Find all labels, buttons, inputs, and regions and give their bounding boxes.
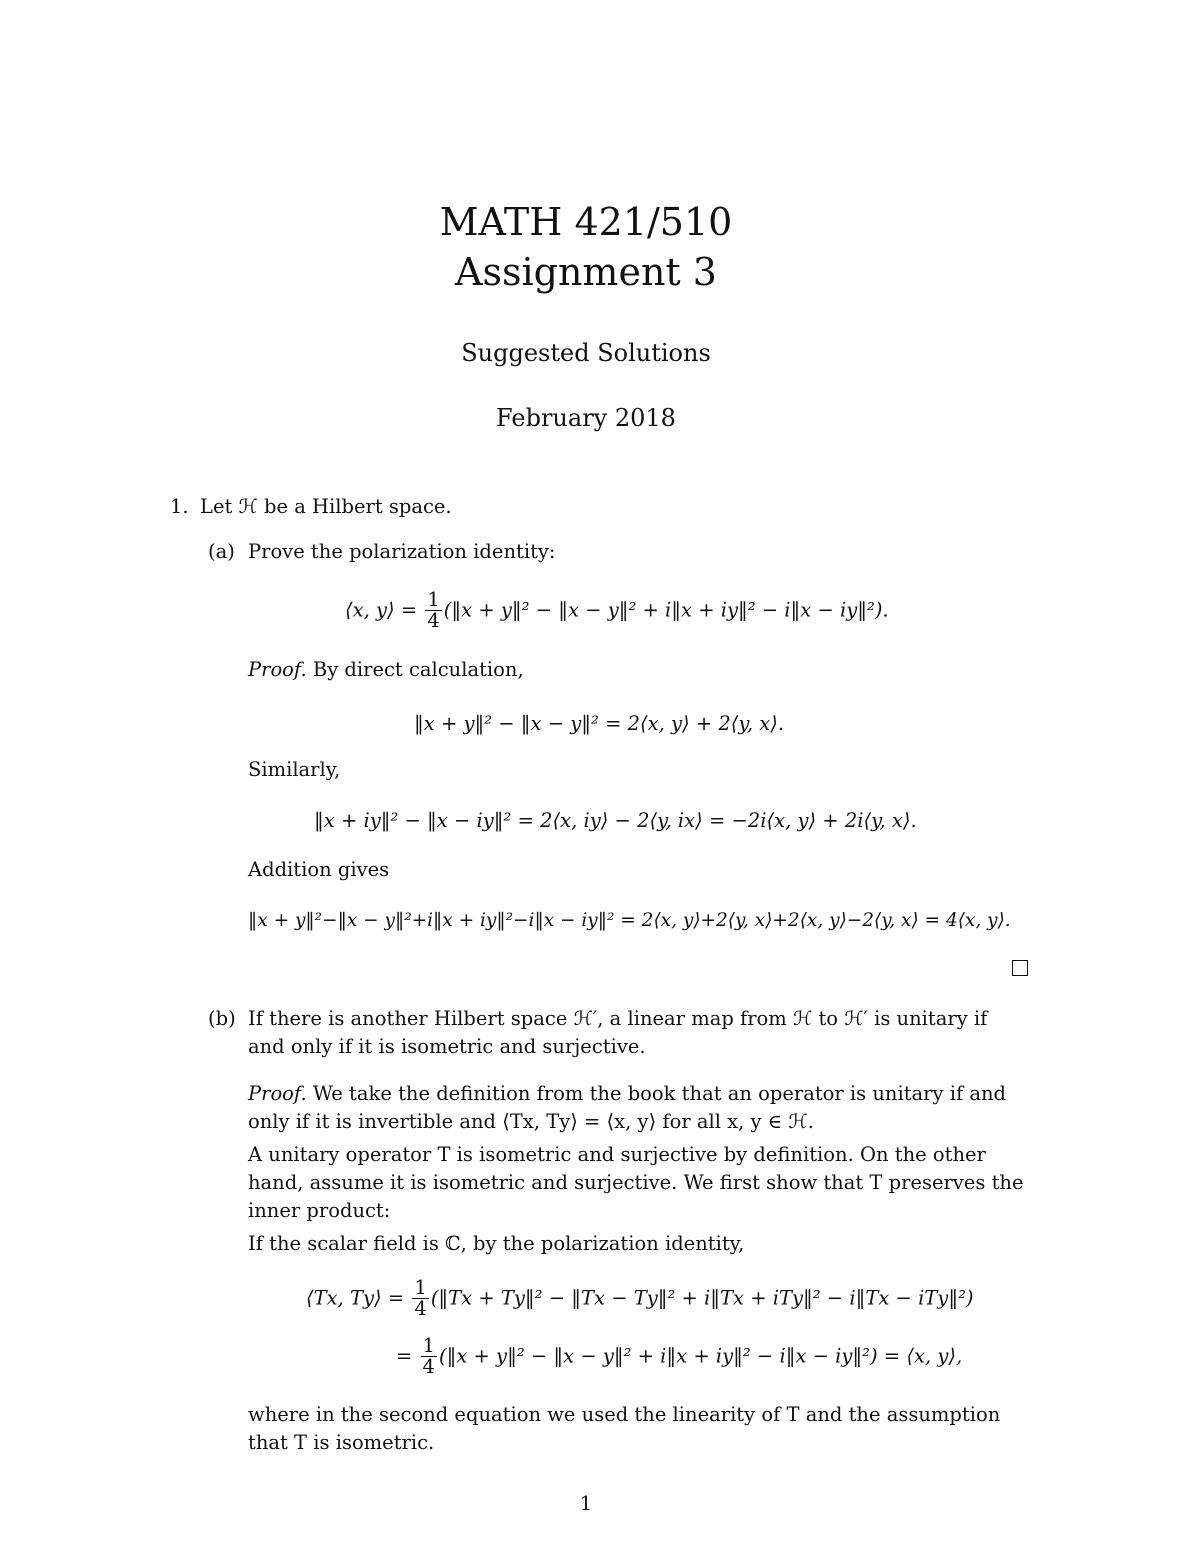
similarly-text: Similarly, xyxy=(248,758,341,781)
part-b-label: (b) xyxy=(208,1007,236,1030)
equation-4: ⟨Tx, Ty⟩ = $\frac{1}{4}$ (‖Tx + Ty‖² − ‖Tx − Ty‖² + i‖Tx + iTy‖² − i‖Tx − iTy‖²) xyxy=(306,1276,974,1321)
part-a-text: Prove the polarization identity: xyxy=(248,540,556,563)
course-title: MATH 421/510 xyxy=(439,200,733,244)
equation-3: ‖x + y‖²−‖x − y‖²+i‖x + iy‖²−i‖x − iy‖² = 2⟨x, y⟩+2⟨y, x⟩+2⟨x, y⟩−2⟨y, x⟩ = 4⟨x, y⟩. xyxy=(248,910,1011,931)
proof-label: Proof. xyxy=(248,1082,307,1105)
part-b-text-1: If there is another Hilbert space ℋ′, a linear map from ℋ to ℋ′ is unitary if xyxy=(248,1007,988,1030)
fraction-quarter: $\frac{1}{4}$ xyxy=(422,1334,435,1379)
subtitle: Suggested Solutions xyxy=(461,339,711,367)
proof-b-line-3: A unitary operator T is isometric and surjective by definition. On the other xyxy=(248,1143,986,1166)
date: February 2018 xyxy=(496,404,676,432)
proof-b-line-5: inner product: xyxy=(248,1199,391,1222)
proof-b-line-7: where in the second equation we used the linearity of T and the assumption xyxy=(248,1403,1001,1426)
proof-b-line-1 xyxy=(248,1083,1006,1105)
equation-2: ‖x + iy‖² − ‖x − iy‖² = 2⟨x, iy⟩ − 2⟨y, ix⟩ = −2i⟨x, y⟩ + 2i⟨y, x⟩. xyxy=(314,809,917,832)
fraction-quarter: $\frac{1}{4}$ xyxy=(427,588,440,633)
part-b-text-2: and only if it is isometric and surjective. xyxy=(248,1035,646,1058)
addition-text: Addition gives xyxy=(248,858,390,881)
assignment-title: Assignment 3 xyxy=(455,250,717,294)
fraction-quarter: $\frac{1}{4}$ xyxy=(414,1276,427,1321)
proof-label: Proof. xyxy=(248,658,307,681)
qed-square-icon xyxy=(1012,960,1028,976)
equation-5: = $\frac{1}{4}$ (‖x + y‖² − ‖x − y‖² + i‖x + iy‖² − i‖x − iy‖²) = ⟨x, y⟩, xyxy=(396,1334,963,1379)
page-number: 1 xyxy=(579,1492,593,1515)
proof-b-line-2: only if it is invertible and ⟨Tx, Ty⟩ = ⟨x, y⟩ for all x, y ∈ ℋ. xyxy=(248,1110,814,1133)
proof-b-line-4: hand, assume it is isometric and surjective. We first show that T preserves the xyxy=(248,1171,1024,1194)
proof-b-line-6: If the scalar field is ℂ, by the polarization identity, xyxy=(248,1232,745,1255)
problem-number: 1. xyxy=(170,495,189,518)
problem-statement: Let ℋ be a Hilbert space. xyxy=(200,495,452,518)
polarization-identity xyxy=(345,590,889,632)
proof-b-line-8: that T is isometric. xyxy=(248,1431,435,1454)
proof-intro: By direct calculation, xyxy=(312,658,524,681)
proof-a xyxy=(248,659,524,681)
part-a-label: (a) xyxy=(208,540,235,563)
proof-text: We take the definition from the book that an operator is unitary if and xyxy=(312,1082,1007,1105)
eq-lhs: ⟨x, y⟩ = xyxy=(345,598,418,622)
eq-rhs: (‖x + y‖² − ‖x − y‖² + i‖x + iy‖² − i‖x − iy‖²). xyxy=(443,598,889,622)
equation-1: ‖x + y‖² − ‖x − y‖² = 2⟨x, y⟩ + 2⟨y, x⟩. xyxy=(414,712,785,735)
